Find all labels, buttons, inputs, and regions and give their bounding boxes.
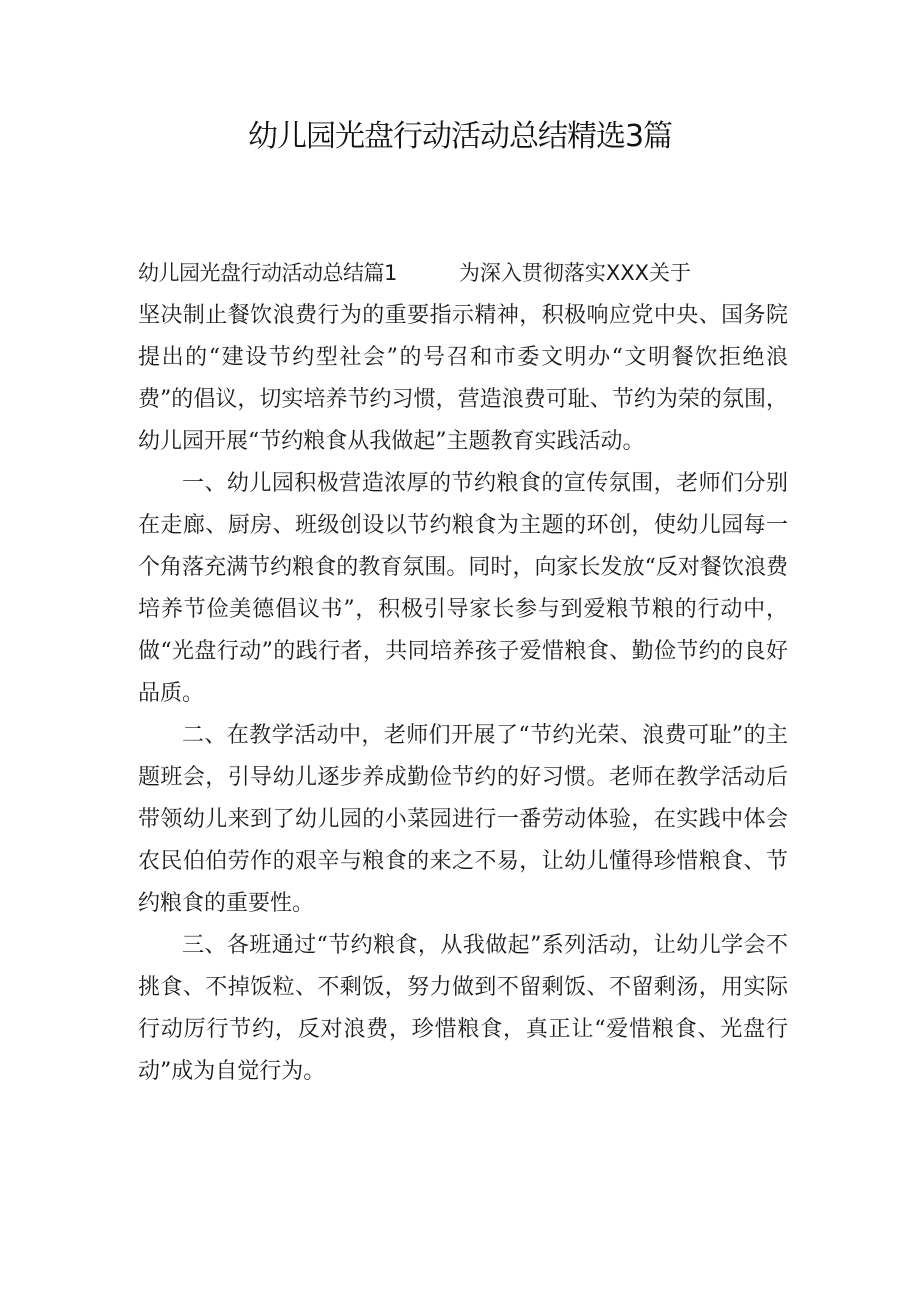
document-body	[138, 252, 788, 1093]
paragraph-2: 二、在教学活动中，老师们开展了“节约光荣、浪费可耻”的主题班会，引导幼儿逐步养成勤俭节约的好习惯。老师在教学活动后带领幼儿来到了幼儿园的小菜园进行一番劳动体验，在实践中体会农民伯伯劳作的艰辛与粮食的来之不易，让幼儿懂得珍惜粮食、节约粮食的重要性。	[138, 723, 788, 916]
intro-line	[138, 252, 788, 295]
intro-first-line: 为深入贯彻落实XXX关于	[458, 261, 692, 285]
paragraph-1: 一、幼儿园积极营造浓厚的节约粮食的宣传氛围，老师们分别在走廊、厨房、班级创设以节约粮食为主题的环创，使幼儿园每一个角落充满节约粮食的教育氛围。同时，向家长发放“反对餐饮浪费培养节俭美德倡议书”，积极引导家长参与到爱粮节粮的行动中，做“光盘行动”的践行者，共同培养孩子爱惜粮食、勤俭节约的良好品质。	[138, 471, 788, 706]
section-heading: 幼儿园光盘行动活动总结篇1	[138, 261, 397, 285]
paragraph-3: 三、各班通过“节约粮食，从我做起”系列活动，让幼儿学会不挑食、不掉饭粒、不剩饭，努力做到不留剩饭、不留剩汤，用实际行动厉行节约，反对浪费，珍惜粮食，真正让“爱惜粮食、光盘行动”成为自觉行为。	[138, 933, 788, 1084]
intro-paragraph: 坚决制止餐饮浪费行为的重要指示精神，积极响应党中央、国务院提出的“建设节约型社会”的号召和市委文明办“文明餐饮拒绝浪费”的倡议，切实培养节约习惯，营造浪费可耻、节约为荣的氛围，幼儿园开展“节约粮食从我做起”主题教育实践活动。	[138, 303, 788, 454]
document-title: 幼儿园光盘行动活动总结精选3篇	[247, 119, 673, 154]
